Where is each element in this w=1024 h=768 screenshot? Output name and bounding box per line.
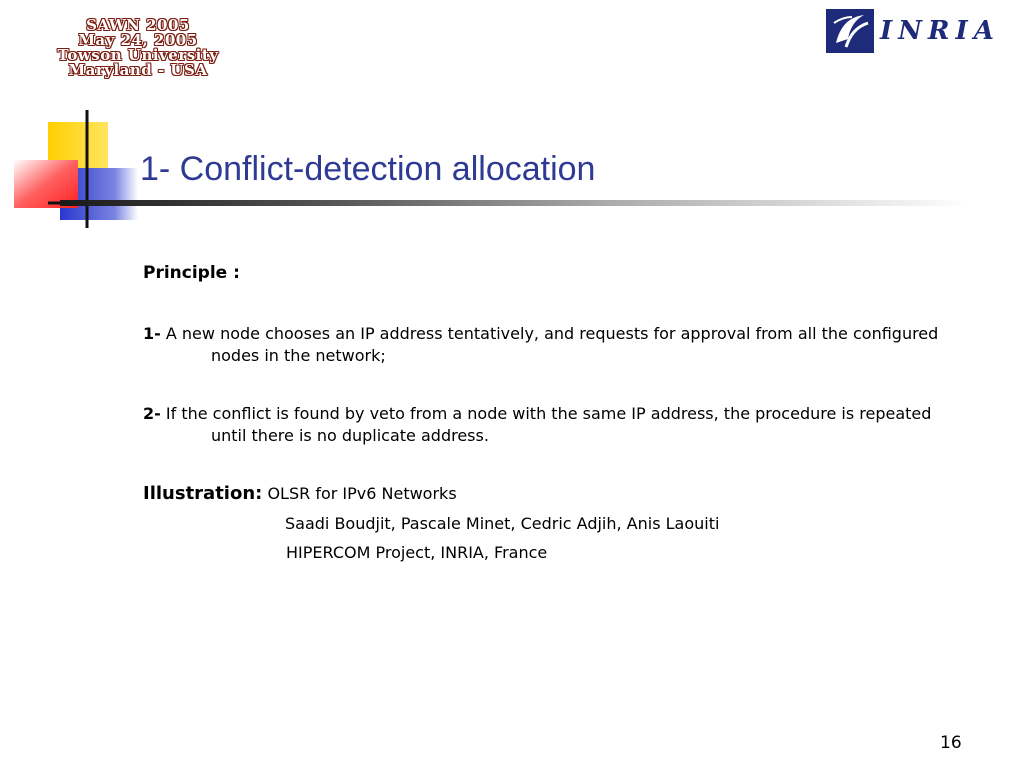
illustration-label: Illustration:	[143, 483, 263, 504]
inria-logo	[826, 8, 1000, 54]
illustration-affiliation: HIPERCOM Project, INRIA, France	[286, 543, 548, 562]
illustration-title: OLSR for IPv6 Networks	[267, 484, 457, 503]
slide-title: 1- Conflict-detection allocation	[140, 150, 596, 188]
conference-line: SAWN 2005	[86, 16, 190, 34]
item-number: 1-	[143, 324, 161, 343]
item-text: A new node chooses an IP address tentatively, and requests for approval from all the configured nodes in the network;	[165, 324, 939, 365]
title-underline	[60, 200, 970, 206]
principle-heading: Principle :	[143, 263, 240, 283]
inria-logo-mark-icon	[826, 9, 874, 53]
list-item	[143, 403, 963, 447]
page-number: 16	[940, 733, 962, 753]
slide-body	[143, 262, 963, 564]
item-text: If the conflict is found by veto from a node with the same IP address, the procedure is repeated until there is no duplicate address.	[165, 404, 932, 445]
conference-line: Maryland - USA	[68, 61, 208, 79]
item-number: 2-	[143, 404, 161, 423]
inria-logo-text: INRIA	[880, 16, 1000, 46]
conference-line: Towson University	[57, 46, 219, 64]
conference-line: May 24, 2005	[78, 31, 198, 49]
illustration-line	[143, 483, 963, 505]
illustration-authors: Saadi Boudjit, Pascale Minet, Cedric Adjih, Anis Laouiti	[285, 514, 720, 533]
list-item	[143, 323, 963, 367]
